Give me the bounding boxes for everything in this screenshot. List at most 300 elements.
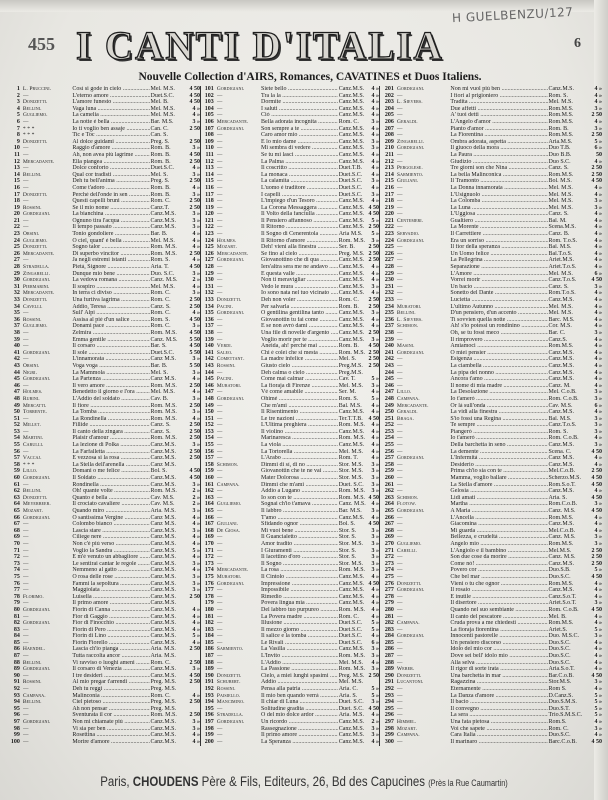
entry-number: 221 [384, 217, 394, 224]
entry-price: 3 » [371, 567, 379, 574]
entry-number: 245 [384, 376, 394, 383]
entry-composer: — [216, 264, 223, 271]
entry-price: 4 50 [189, 99, 200, 106]
entry-title: I saluti ..... [261, 106, 338, 113]
entry-composer: Centemeri. [396, 217, 424, 224]
entry-voice-type: Rom. C.o.B. [548, 606, 579, 613]
entry-title: La Speranza ..... [261, 739, 338, 746]
entry-voice-type: Rom. M.S. [338, 237, 366, 244]
entry-title: O miei pensier ..... [450, 350, 547, 357]
entry-number: 95 [13, 705, 20, 712]
entry-composer: Gordigiani. [22, 475, 51, 482]
entry-number: 300 [384, 738, 394, 745]
entry-title: Il crociato cavaliere ..... [72, 501, 149, 508]
entry-title: La Rondinella ..... [72, 416, 149, 423]
catalogue-entry [380, 205, 602, 212]
entry-voice-type: Mel. M.S. [338, 679, 364, 686]
entry-title: Io t'amerò ..... [450, 396, 547, 403]
entry-title: Eternamente ..... [450, 686, 547, 693]
entry-composer: — [396, 626, 403, 633]
entry-title: Un bacio ..... [450, 284, 547, 291]
entry-title: Il nome di mia madre ..... [450, 383, 547, 390]
entry-number: 69 [13, 534, 20, 541]
entry-composer: Gordigiani. [396, 508, 425, 514]
entry-number: 211 [385, 151, 394, 158]
entry-voice-type: Rom.M.S. [548, 620, 574, 627]
entry-price: 4 » [594, 257, 603, 264]
catalogue-entry [201, 304, 379, 311]
entry-number: 236 [384, 316, 394, 323]
entry-voice-type: Ariet.S.o.T. [548, 600, 577, 607]
entry-composer: L. Sievers. [396, 316, 423, 323]
catalogue-entry [4, 205, 200, 212]
entry-title: Io sono nata nel tuo vicinato ..... [261, 290, 338, 297]
entry-price: 4 » [371, 112, 379, 119]
entry-title: Tradita ..... [450, 99, 547, 106]
entry-voice-type: Canz.M.S. [338, 204, 365, 211]
entry-price: 4 » [371, 171, 379, 178]
catalogue-entry [201, 719, 379, 726]
entry-number: 270 [384, 540, 394, 547]
entry-price: 4 » [371, 158, 379, 165]
catalogue-column-3 [379, 86, 602, 746]
entry-price: 4 » [594, 99, 603, 106]
entry-composer: Gordigiani. [396, 349, 425, 356]
entry-composer: — [396, 151, 403, 158]
entry-price: 4 » [594, 666, 603, 673]
entry-number: 5 [16, 112, 20, 119]
entry-price: 4 » [594, 118, 603, 125]
catalogue-entry [380, 172, 602, 179]
catalogue-entry [380, 646, 602, 653]
entry-number: 184 [204, 633, 214, 640]
entry-composer: — [396, 712, 403, 719]
catalogue-entry [201, 739, 379, 746]
catalogue-entry [4, 238, 200, 245]
entry-price: 2 » [192, 277, 200, 284]
entry-price [183, 686, 200, 693]
entry-price: 3 » [371, 138, 379, 145]
entry-voice-type: Canz.M.S. [338, 725, 365, 732]
entry-voice-type: Duet. S.C. [338, 481, 364, 488]
entry-composer: — [396, 283, 403, 290]
entry-voice-type: Canz. M.S. [150, 277, 178, 284]
catalogue-entry [380, 468, 602, 475]
entry-price: 2 50 [189, 435, 200, 442]
catalogue-entry [380, 660, 602, 667]
entry-number: 75 [13, 573, 20, 580]
entry-composer: Gordigiani. [22, 349, 51, 356]
entry-price: 4 » [371, 448, 379, 455]
entry-title: Il rimprovero ..... [450, 337, 547, 344]
entry-number: 254 [384, 435, 394, 442]
entry-number: 180 [204, 606, 214, 613]
entry-number: 170 [204, 540, 214, 547]
catalogue-entry [380, 699, 602, 706]
entry-number: 191 [204, 679, 214, 686]
entry-composer: — [396, 244, 403, 251]
entry-title: Impressione ..... [261, 581, 338, 588]
entry-composer: Gordigiani. [396, 587, 425, 594]
catalogue-entry [4, 699, 200, 706]
entry-price: 4 » [594, 659, 603, 666]
entry-title: Tutta raccolta ancor ..... [72, 653, 149, 660]
entry-price: 4 50 [591, 606, 603, 613]
entry-voice-type: Cav. M.S. [548, 402, 573, 409]
entry-voice-type: Canz.M.S. [150, 580, 177, 587]
entry-voice-type: Canz.M.S. [338, 310, 365, 317]
catalogue-entry [4, 574, 200, 581]
entry-number: 49 [13, 402, 20, 409]
catalogue-entry [4, 284, 200, 291]
entry-price: 3 » [192, 211, 200, 218]
entry-title: Dolce conforto ..... [72, 165, 149, 172]
entry-composer: — [216, 475, 223, 482]
entry-number: 225 [384, 244, 394, 251]
entry-voice-type: Rom. C.o.B. [548, 435, 579, 442]
entry-composer: — [396, 422, 403, 429]
entry-number: 120 [204, 211, 214, 218]
entry-number: 88 [13, 659, 20, 666]
entry-voice-type: Rom. C. [150, 692, 171, 699]
entry-price: 4 50 [591, 672, 603, 679]
entry-title: Il Cintolo ..... [261, 574, 338, 581]
entry-voice-type: Canz.M.S. [548, 461, 574, 468]
entry-number: 92 [13, 686, 20, 693]
entry-voice-type: Aria.M.S. [548, 138, 573, 145]
entry-number: 229 [384, 270, 394, 277]
entry-title: L'Angelo d'amor ..... [450, 119, 547, 126]
entry-composer: Orsini. [22, 362, 40, 369]
entry-number: 199 [204, 732, 214, 739]
entry-price: 4 » [192, 567, 200, 574]
entry-title: Giovanottino che di qua ..... [261, 257, 338, 264]
entry-composer: Rossini. [216, 686, 236, 693]
entry-voice-type: Ser. M. [338, 389, 357, 396]
entry-price: 5 » [594, 626, 603, 633]
entry-price: 3 » [192, 171, 200, 178]
entry-voice-type: Canz.M.S. [338, 151, 365, 158]
entry-voice-type: Bol. M.S. [548, 178, 572, 185]
entry-voice-type: Canz.M.S. [338, 323, 365, 330]
entry-title: Giovanottin che te ne vai ..... [261, 468, 338, 475]
entry-voice-type: Canz.M.S. [338, 316, 365, 323]
entry-price: 4 » [594, 244, 603, 251]
entry-title: Donami pace ..... [72, 323, 149, 330]
entry-number: 130 [204, 277, 214, 284]
entry-voice-type: Canz.M.S. [338, 290, 365, 297]
catalogue-entry [4, 614, 200, 621]
entry-price: 3 » [192, 587, 200, 594]
entry-number: 27 [13, 257, 20, 264]
entry-number: 172 [204, 554, 214, 561]
entry-voice-type: Canz.M.S. [150, 626, 177, 633]
entry-price: 4 » [594, 92, 603, 99]
entry-voice-type: Preg.M.S. [338, 369, 363, 376]
entry-composer: — [216, 92, 223, 99]
entry-title: Il Carrettiere ..... [450, 231, 547, 238]
entry-price: 3 » [192, 573, 200, 580]
entry-voice-type: Mel. M.S. [548, 184, 573, 191]
entry-title: Chi è colei che si mesta ..... [261, 350, 338, 357]
entry-composer: — [396, 435, 403, 442]
entry-price: 2 » [192, 494, 200, 501]
entry-title: Non c'è più verso ..... [72, 541, 149, 548]
catalogue-entry [380, 99, 602, 106]
entry-number: 206 [384, 118, 394, 125]
entry-voice-type: Canz.M.S. [338, 217, 365, 224]
catalogue-entry [201, 317, 379, 324]
entry-title: Il fior della speranza ..... [450, 244, 547, 251]
entry-number: 37 [13, 323, 20, 330]
entry-price: 4 » [371, 587, 379, 594]
entry-voice-type: Rom. B. [338, 343, 359, 350]
entry-composer: — [396, 224, 403, 231]
entry-composer: Gugliemo. [22, 237, 48, 244]
catalogue-entry [380, 185, 602, 192]
entry-number: 126 [204, 250, 214, 257]
catalogue-entry [201, 567, 379, 574]
entry-composer: Schimon. [396, 494, 419, 501]
entry-title: Fammi la sepoltura ..... [72, 581, 149, 588]
entry-composer: Braga. [396, 415, 414, 422]
entry-voice-type: Bar. C. [548, 329, 566, 336]
entry-price: 3 » [192, 395, 200, 402]
entry-price: 3 » [594, 442, 603, 449]
entry-voice-type: Canz.M.S. [548, 560, 574, 567]
entry-number: 275 [384, 573, 394, 580]
entry-price: 3 » [594, 534, 603, 541]
catalogue-entry [4, 594, 200, 601]
catalogue-entry [201, 614, 379, 621]
entry-title: Io son con te ..... [261, 495, 338, 502]
entry-title: Sogno talor ..... [72, 244, 149, 251]
entry-title: Raggio d'amore ..... [72, 145, 149, 152]
entry-voice-type: Rom. M.S. [150, 244, 177, 251]
entry-price: 4 » [594, 639, 603, 646]
catalogue-entry [201, 732, 379, 739]
entry-composer: Lucantoni. [396, 679, 424, 686]
entry-title: Colombo bianco ..... [72, 521, 149, 528]
entry-number: 51 [13, 415, 20, 422]
entry-title: Te sempre ..... [450, 422, 547, 429]
entry-number: 94 [13, 699, 20, 706]
catalogue-entry [4, 389, 200, 396]
entry-voice-type: Trio.S.M.S.C. [548, 712, 583, 719]
entry-title: Il giuoco della mora ..... [450, 145, 547, 152]
entry-voice-type: Stor. M.S. [338, 560, 364, 567]
entry-composer: Gugliemo. [22, 112, 48, 119]
entry-price: 4 » [371, 600, 379, 607]
entry-price: 6 » [371, 639, 379, 646]
entry-composer: Donizetti. [396, 580, 422, 587]
entry-composer: Piermarini. [22, 283, 50, 290]
entry-title: Addio ..... [261, 679, 338, 686]
entry-title: Sventurata il cor ..... [72, 712, 149, 719]
entry-title: Il Volto della fanciulla ..... [261, 211, 338, 218]
entry-composer: De Giosa. [216, 527, 241, 534]
entry-price: 4 50 [368, 705, 379, 712]
catalogue-entry [201, 93, 379, 100]
entry-number: 276 [384, 580, 394, 587]
entry-price: 4 » [594, 224, 603, 231]
entry-number: 11 [14, 151, 20, 158]
entry-price: 3 » [192, 118, 200, 125]
entry-title: Le sentirai cantar le regole ..... [72, 561, 149, 568]
entry-title: Desiderio ..... [450, 462, 547, 469]
entry-voice-type: Duet.S.C. [338, 626, 363, 633]
entry-voice-type: Rom. M.S. [150, 329, 177, 336]
entry-voice-type: Mel. B. [548, 613, 567, 620]
entry-number: 178 [204, 593, 214, 600]
catalogue-subtitle: Nouvelle Collection d'AIRS, Romances, CAVATINES et Duos Italiens. [138, 71, 482, 83]
catalogue-entry [4, 442, 200, 449]
entry-composer: Mercadante. [216, 250, 249, 257]
entry-title: Come t'adoro ..... [72, 185, 149, 192]
entry-price: 4 50 [368, 204, 379, 211]
entry-composer: — [216, 270, 223, 277]
entry-voice-type: Mel. S. [150, 369, 169, 376]
entry-title: L'Angiolo e il bambino ..... [450, 548, 547, 555]
catalogue-entry [4, 449, 200, 456]
entry-price: 3 » [192, 442, 200, 449]
catalogue-entry [380, 409, 602, 416]
entry-title: L'innamorata ..... [72, 356, 149, 363]
page-number: 6 [574, 36, 581, 51]
catalogue-entry [4, 468, 200, 475]
catalogue-entry [4, 416, 200, 423]
entry-voice-type: Canz.M.S. [338, 732, 365, 739]
catalogue-entry [4, 403, 200, 410]
catalogue-entry [4, 640, 200, 647]
entry-title: Iers'altra sera me ne andavo ..... [261, 264, 338, 271]
entry-title: Il corsaro ..... [72, 343, 149, 350]
entry-price: 4 » [594, 316, 603, 323]
entry-number: 55 [13, 442, 20, 449]
entry-voice-type: Can. S. [150, 132, 169, 139]
entry-price: 5 » [371, 376, 379, 383]
entry-voice-type: Canz.M.S. [338, 277, 365, 284]
entry-number: 157 [204, 455, 214, 462]
entry-voice-type: Canz.M.S. [548, 356, 574, 363]
entry-number: 285 [384, 639, 394, 646]
catalogue-entry [380, 403, 602, 410]
entry-title: Mi sembra di vedere ..... [261, 145, 338, 152]
entry-voice-type: Canz.M.S. [150, 639, 177, 646]
catalogue-entry [201, 370, 379, 377]
entry-title: La Stella d'amore ..... [450, 482, 547, 489]
entry-composer: — [396, 646, 403, 653]
entry-voice-type: Rom. C. [150, 297, 171, 303]
entry-composer: — [22, 560, 29, 567]
entry-number: 90 [13, 672, 20, 679]
entry-composer: Donizetti. [22, 494, 48, 501]
catalogue-entry [4, 244, 200, 251]
entry-number: 66 [13, 514, 20, 521]
entry-number: 299 [384, 732, 394, 739]
entry-voice-type: Canz. M.S. [150, 336, 178, 343]
catalogue-entry [4, 310, 200, 317]
entry-price: 4 » [371, 712, 379, 719]
entry-voice-type: Bol. S. [150, 468, 168, 475]
entry-composer: — [216, 587, 223, 594]
entry-composer: Zingarelli. [22, 270, 51, 277]
entry-title: La bella Malinconica ..... [450, 172, 547, 179]
catalogue-entry [380, 389, 602, 396]
entry-composer: Gordigiani. [396, 455, 425, 462]
entry-number: 269 [384, 534, 394, 541]
entry-number: 63 [13, 494, 20, 501]
entry-title: Il canto della zingara ..... [72, 429, 149, 436]
entry-voice-type: Duo.S.C. [548, 639, 571, 646]
entry-price: 2 50 [368, 356, 379, 363]
entry-title: Del labbro tuo purpureo ..... [261, 607, 338, 614]
catalogue-entry [201, 376, 379, 383]
entry-composer: * * * [22, 461, 35, 468]
catalogue-entry [4, 277, 200, 284]
catalogue-entry [201, 594, 379, 601]
entry-voice-type: Canz.T.o.S. [548, 277, 577, 284]
entry-price: 4 » [192, 231, 200, 238]
entry-number: 194 [204, 699, 214, 706]
entry-composer: — [396, 738, 403, 745]
catalogue-entry [201, 139, 379, 146]
entry-composer: — [22, 448, 29, 455]
entry-number: 163 [204, 494, 214, 501]
entry-composer: — [216, 448, 223, 455]
entry-price: 2 50 [189, 158, 200, 165]
entry-composer: — [396, 593, 403, 600]
entry-price: 5 » [594, 699, 603, 706]
entry-price: 4 50 [591, 178, 603, 185]
entry-composer: — [22, 705, 29, 712]
entry-composer: Campana. [396, 395, 420, 402]
catalogue-entry [380, 159, 602, 166]
entry-title: Al mio pregar t'arrendi ..... [72, 679, 149, 686]
entry-voice-type: Mel. M.S. [150, 86, 175, 92]
entry-number: 128 [204, 264, 214, 271]
entry-voice-type: Cav. M.S. [150, 501, 175, 508]
entry-composer: — [22, 626, 29, 633]
entry-composer: — [396, 125, 403, 132]
entry-number: 54 [13, 435, 20, 442]
entry-number: 294 [384, 699, 394, 706]
entry-number: 19 [13, 204, 20, 211]
entry-voice-type: Canz.M.S. [150, 547, 177, 554]
entry-composer: Gordigiani. [216, 719, 245, 725]
entry-composer: — [216, 428, 223, 435]
entry-price: 3 » [371, 191, 379, 198]
catalogue-entry [380, 554, 602, 561]
entry-voice-type: Rom.S. [548, 719, 567, 725]
entry-title: Gelosia ..... [450, 488, 547, 495]
entry-price: 5 » [594, 712, 603, 719]
entry-number: 242 [384, 356, 394, 363]
entry-composer: — [216, 514, 223, 521]
catalogue-entry [201, 488, 379, 495]
entry-voice-type: Canz.M.S. [150, 600, 177, 607]
catalogue-entry [380, 541, 602, 548]
entry-title: La Povera madre ..... [261, 614, 338, 621]
handwritten-shelfmark: H GUELBENZU/127 [451, 4, 574, 26]
entry-voice-type: Aria. M.S. [150, 508, 176, 514]
entry-price: 2 50 [591, 554, 603, 561]
entry-price: 50 [596, 151, 603, 158]
entry-voice-type: Aria. M.S. [150, 646, 176, 653]
entry-price: 4 » [371, 409, 379, 416]
entry-composer: Cavelli. [22, 303, 43, 310]
entry-composer: Giuliani. [216, 521, 239, 528]
